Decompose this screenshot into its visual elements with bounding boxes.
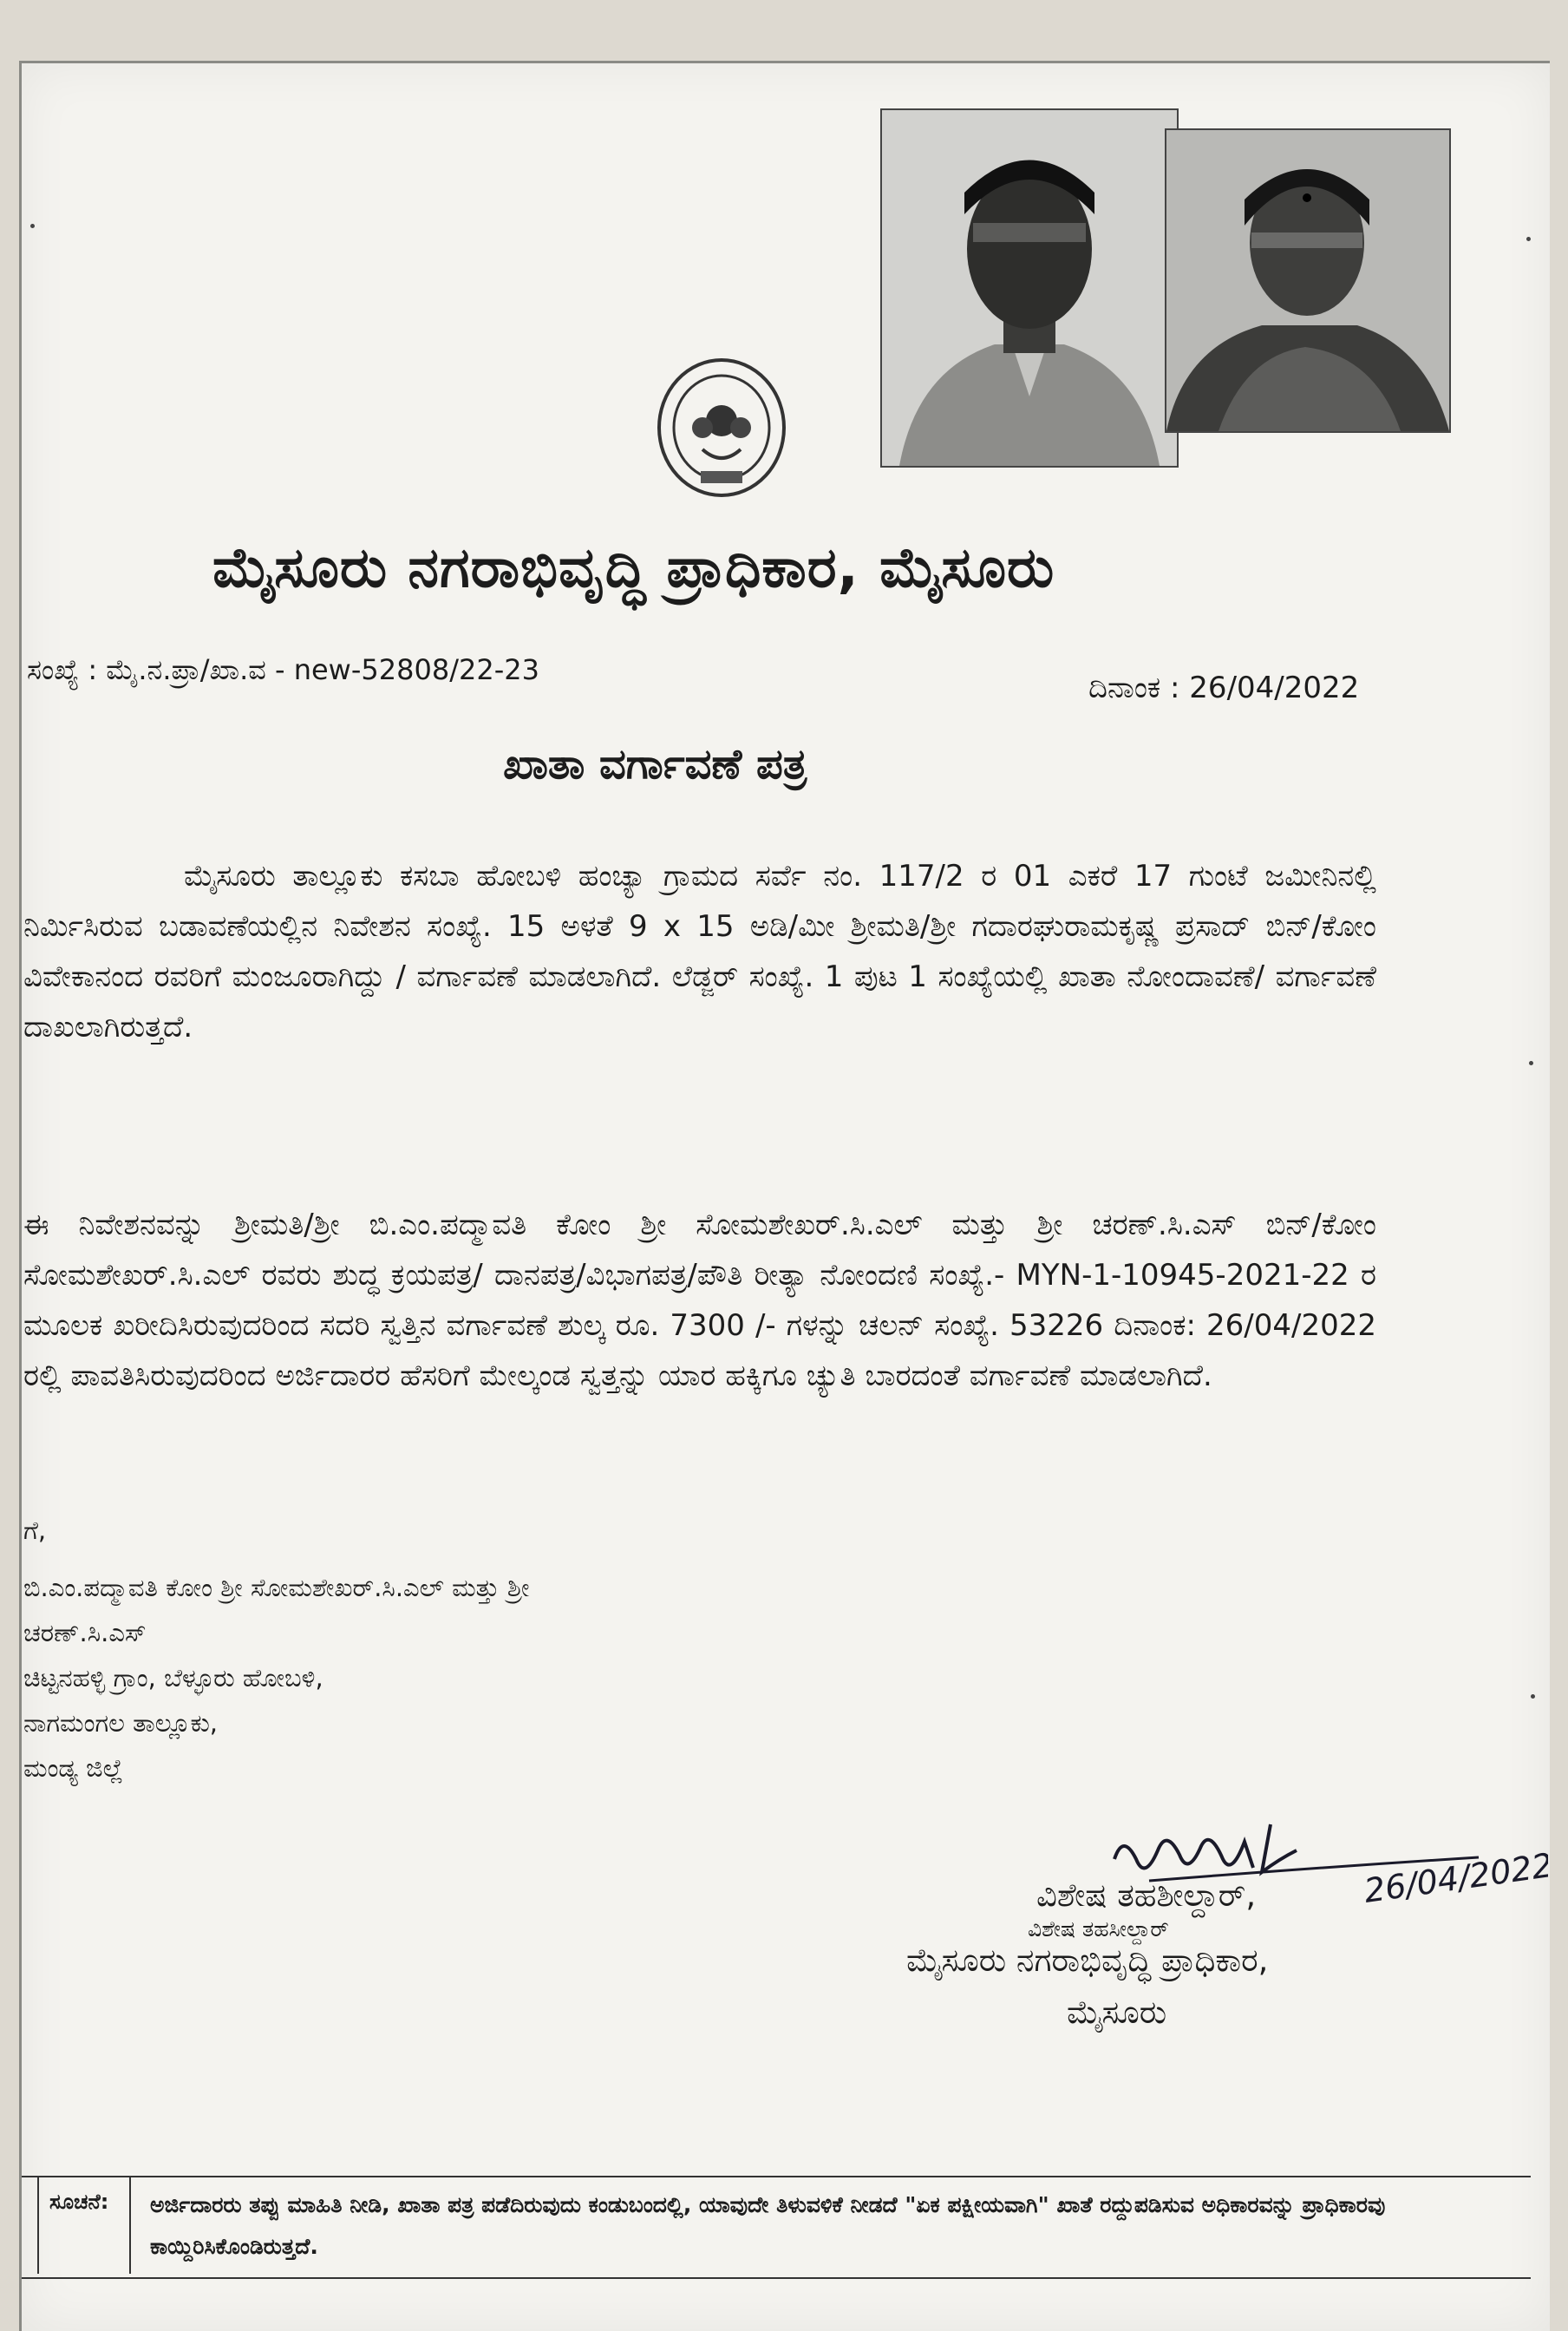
transfer-paragraph-2: ಈ ನಿವೇಶನವನ್ನು ಶ್ರೀಮತಿ/ಶ್ರೀ ಬಿ.ಎಂ.ಪದ್ಮಾವತಿ ಕೋಂ ಶ್ರೀ ಸೋಮಶೇಖರ್.ಸಿ.ಎಲ್ ಮತ್ತು ಶ್ರೀ ಚರಣ್.ಸಿ.ಎಸ್ ಬಿನ್/ಕೋಂ ಸೋಮಶೇಖರ್.ಸಿ.ಎಲ್ ರವರು ಶುದ್ಧ ಕ್ರಯಪತ್ರ/ ದಾನಪತ್ರ/ವಿಭಾಗಪತ್ರ/ಪೌತಿ ರೀತ್ಯಾ ನೋಂದಣಿ ಸಂಖ್ಯೆ.- MYN-1-10945-2021-22 ರ ಮೂಲಕ ಖರೀದಿಸಿರುವುದರಿಂದ ಸದರಿ ಸ್ವತ್ತಿನ ವರ್ಗಾವಣೆ ಶುಲ್ಕ ರೂ. 7300 /- ಗಳನ್ನು ಚಲನ್ ಸಂಖ್ಯೆ. 53226 ದಿನಾಂಕ: 26/04/2022 ರಲ್ಲಿ ಪಾವತಿಸಿರುವುದರಿಂದ ಅರ್ಜಿದಾರರ ಹೆಸರಿಗೆ ಮೇಲ್ಕಂಡ ಸ್ವತ್ತನ್ನು ಯಾರ ಹಕ್ಕಿಗೂ ಚ್ಯುತಿ ಬಾರದಂತೆ ವರ್ಗಾವಣೆ ಮಾಡಲಾಗಿದೆ. (23, 1208, 1376, 1393)
addressee-line: ಚರಣ್.ಸಿ.ಎಸ್ (23, 1618, 147, 1647)
female-portrait-icon (1166, 130, 1449, 431)
addressee-line: ನಾಗಮಂಗಲ ತಾಲ್ಲೂಕು, (23, 1708, 219, 1738)
transfer-paragraph-1: ಮೈಸೂರು ತಾಲ್ಲೂಕು ಕಸಬಾ ಹೋಬಳಿ ಹಂಚ್ಯಾ ಗ್ರಾಮದ ಸರ್ವೆ ನಂ. 117/2 ರ 01 ಎಕರೆ 17 ಗುಂಟೆ ಜಮೀನಿನಲ್ಲಿ ನಿರ್ಮಿಸಿರುವ ಬಡಾವಣೆಯಲ್ಲಿನ ನಿವೇಶನ ಸಂಖ್ಯೆ. 15 ಅಳತೆ 9 x 15 ಅಡಿ/ಮೀ ಶ್ರೀಮತಿ/ಶ್ರೀ ಗದಾರಘುರಾಮಕೃಷ್ಣ ಪ್ರಸಾದ್ ಬಿನ್/ಕೋಂ ವಿವೇಕಾನಂದ ರವರಿಗೆ ಮಂಜೂರಾಗಿದ್ದು / ವರ್ಗಾವಣೆ ಮಾಡಲಾಗಿದೆ. ಲೆಡ್ಜರ್ ಸಂಖ್ಯೆ. 1 ಪುಟ 1 ಸಂಖ್ಯೆಯಲ್ಲಿ ಖಾತಾ ನೋಂದಾವಣೆ/ ವರ್ಗಾವಣೆ ದಾಖಲಾಗಿರುತ್ತದೆ. (23, 859, 1376, 1044)
note-box (22, 2176, 1531, 2279)
scan-speck (30, 224, 35, 228)
addressee-line: ಚಿಟ್ಟನಹಳ್ಳಿ ಗ್ರಾಂ, ಬೆಳ್ಳೂರು ಹೋಬಳಿ, (23, 1663, 323, 1693)
salutation: ಗೆ, (23, 1516, 47, 1545)
organization-title: ಮೈಸೂರು ನಗರಾಭಿವೃದ್ಧಿ ಪ್ರಾಧಿಕಾರ, ಮೈಸೂರು (212, 536, 1055, 600)
issue-date: ದಿನಾಂಕ : 26/04/2022 (1088, 671, 1360, 705)
scan-speck (1529, 1061, 1533, 1065)
signatory-office: ಮೈಸೂರು ನಗರಾಭಿವೃದ್ಧಿ ಪ್ರಾಧಿಕಾರ, (906, 1941, 1269, 1979)
addressee-line: ಮಂಡ್ಯ ಜಿಲ್ಲೆ (23, 1753, 124, 1783)
addressee-block (23, 1508, 769, 1791)
signatory-city: ಮೈಸೂರು (1067, 1994, 1167, 2031)
scan-speck (1526, 237, 1531, 241)
signatory-stamp: ವಿಶೇಷ ತಹಸೀಲ್ದಾರ್ (1028, 1916, 1169, 1941)
signatory-title: ವಿಶೇಷ ತಹಶೀಲ್ದಾರ್, (1036, 1876, 1257, 1914)
applicant-photo-female (1165, 128, 1451, 433)
scan-speck (1531, 1694, 1535, 1699)
document-sheet (19, 61, 1550, 2331)
emblem-seal-icon (650, 341, 794, 523)
applicant-photo-male (880, 108, 1179, 468)
note-label: ಸೂಚನೆ: (37, 2177, 131, 2274)
reference-number: ಸಂಖ್ಯೆ : ಮೈ.ನ.ಪ್ರಾ/ಖಾ.ವ - new-52808/22-23 (27, 653, 539, 686)
male-portrait-icon (882, 110, 1177, 466)
document-title: ಖಾತಾ ವರ್ಗಾವಣೆ ಪತ್ರ (503, 740, 807, 789)
addressee-line: ಬಿ.ಎಂ.ಪದ್ಮಾವತಿ ಕೋಂ ಶ್ರೀ ಸೋಮಶೇಖರ್.ಸಿ.ಎಲ್ ಮತ್ತು ಶ್ರೀ (23, 1573, 530, 1602)
note-text: ಅರ್ಜಿದಾರರು ತಪ್ಪು ಮಾಹಿತಿ ನೀಡಿ, ಖಾತಾ ಪತ್ರ ಪಡೆದಿರುವುದು ಕಂಡುಬಂದಲ್ಲಿ, ಯಾವುದೇ ತಿಳುವಳಿಕೆ ನೀಡದೆ "ಏಕ ಪಕ್ಷೀಯವಾಗಿ" ಖಾತೆ ರದ್ದುಪಡಿಸುವ ಅಧಿಕಾರವನ್ನು ಪ್ರಾಧಿಕಾರವು ಕಾಯ್ದಿರಿಸಿಕೊಂಡಿರುತ್ತದೆ. (150, 2192, 1386, 2259)
handwritten-date: 26/04/2022 (1362, 1845, 1548, 1910)
